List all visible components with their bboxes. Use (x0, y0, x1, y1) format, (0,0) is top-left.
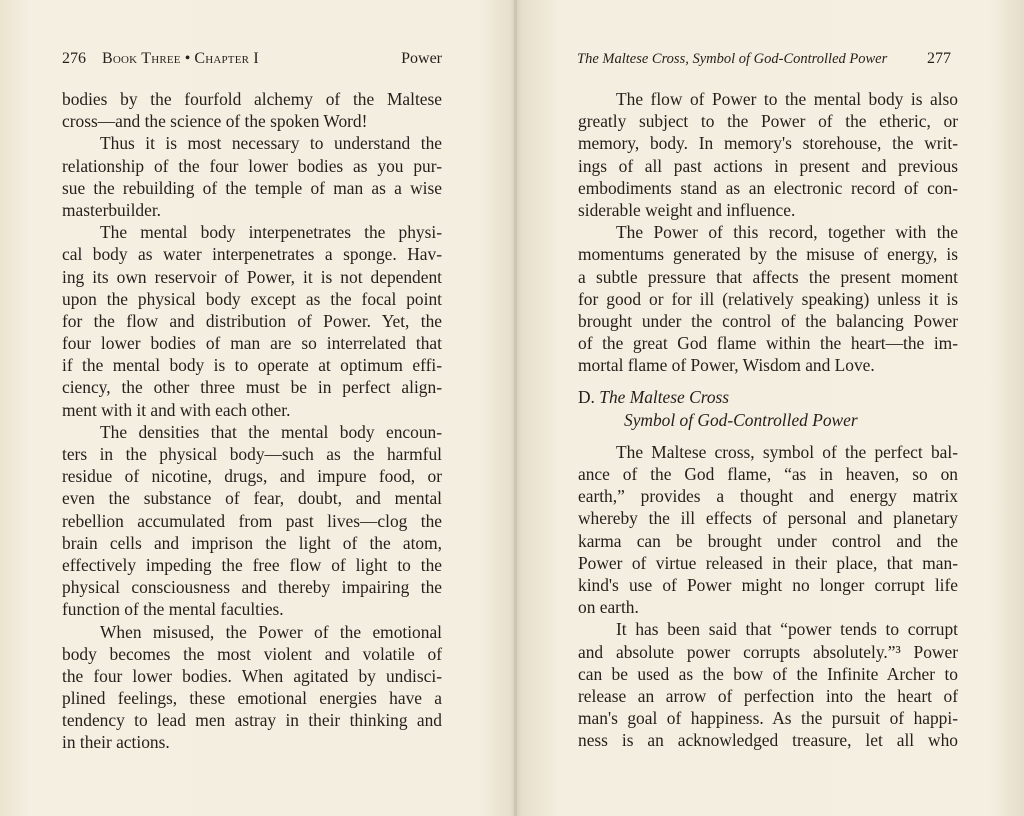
text-line: The Power of this record, together with the (616, 222, 958, 243)
text-line: a subtle pressure that affects the present moment (578, 266, 958, 287)
text-line: The flow of Power to the mental body is also (616, 89, 958, 109)
section-subtitle: Symbol of God-Controlled Power (624, 409, 858, 430)
left-header-section: Power (401, 50, 442, 67)
text-line: ment with it and with each other. (62, 399, 291, 420)
text-line: even the substance of fear, doubt, and mental (62, 488, 442, 509)
right-page (517, 0, 1024, 816)
text-line: When misused, the Power of the emotional (100, 621, 442, 642)
text-line: release an arrow of perfection into the heart of (578, 685, 958, 706)
text-line: and absolute power corrupts absolutely.”³ Power (578, 641, 958, 662)
text-line: ciency, the other three must be in perfect align- (62, 377, 442, 398)
text-line: embodiments stand as an electronic record of con- (578, 177, 958, 198)
text-line: tendency to lead men astray in their thinking and (62, 710, 442, 731)
left-page-header (62, 50, 442, 74)
text-line: mortal flame of Power, Wisdom and Love. (578, 355, 875, 376)
text-line: greatly subject to the Power of the etheric, or (578, 111, 958, 132)
text-line: Power of virtue released in their place, that man- (578, 552, 958, 573)
text-line: the four lower bodies. When agitated by undisci- (62, 665, 442, 686)
text-line: effectively impeding the free flow of light to the (62, 554, 442, 575)
text-line: residue of nicotine, drugs, and impure food, or (62, 466, 442, 487)
text-line: ing its own reservoir of Power, it is not dependent (62, 266, 442, 287)
section-title: The Maltese Cross (599, 387, 730, 408)
text-line: can be used as the bow of the Infinite Archer to (578, 663, 958, 684)
text-line: rebellion accumulated from past lives—clog the (62, 510, 442, 531)
text-line: ance of the God flame, “as in heaven, so on (578, 464, 958, 484)
text-line: kind's use of Power might no longer corrupt life (578, 574, 958, 595)
text-line: Thus it is most necessary to understand the (100, 133, 442, 154)
text-line: ness is an acknowledged treasure, let all who (578, 730, 958, 751)
text-line: brain cells and imprison the light of the atom, (62, 532, 442, 553)
section-heading-title-line (578, 386, 958, 408)
text-line: relationship of the four lower bodies as you pur- (62, 155, 442, 176)
right-page-number: 277 (927, 50, 951, 67)
spacer (578, 431, 958, 441)
text-line: karma can be brought under control and the (578, 530, 958, 551)
text-line: in their actions. (62, 732, 170, 753)
text-line: ters in the physical body—such as the harmful (62, 444, 442, 464)
text-line: upon the physical body except as the focal point (62, 288, 442, 309)
text-line: four lower bodies of man are so interrelated that (62, 333, 442, 354)
text-line: cross—and the science of the spoken Word! (62, 111, 368, 132)
text-line: of the great God flame within the heart—the im- (578, 333, 958, 354)
left-header-chapter: Chapter I (194, 50, 259, 67)
text-line: momentums generated by the misuse of energy, is (578, 244, 958, 265)
right-page-header (577, 50, 951, 74)
text-line: cal body as water interpenetrates a sponge. Hav- (62, 244, 442, 265)
text-line: whereby the ill effects of personal and planetary (578, 508, 958, 529)
text-line: masterbuilder. (62, 199, 162, 220)
text-line: bodies by the fourfold alchemy of the Maltese (62, 89, 442, 109)
text-line: plined feelings, these emotional energies have a (62, 688, 442, 709)
text-line: earth,” provides a thought and energy matrix (578, 486, 958, 507)
text-line: body becomes the most violent and volatile of (62, 643, 442, 664)
text-line: physical consciousness and thereby impairing the (62, 577, 442, 598)
left-header-separator: • (184, 50, 191, 67)
text-line: function of the mental faculties. (62, 599, 284, 620)
left-page-number: 276 (62, 50, 86, 67)
right-header-running-title: The Maltese Cross, Symbol of God-Controlled Power (577, 51, 888, 67)
text-line: The mental body interpenetrates the physi- (100, 222, 442, 243)
section-label: D. (578, 387, 595, 408)
text-line: brought under the control of the balancing Power (578, 310, 958, 331)
left-page-body (62, 88, 442, 754)
section-heading (578, 386, 958, 430)
text-line: The Maltese cross, symbol of the perfect bal- (616, 441, 958, 462)
text-line: ings of all past actions in present and previous (578, 155, 958, 176)
text-line: sue the rebuilding of the temple of man as a wise (62, 177, 442, 198)
text-line: for good or for ill (relatively speaking) unless it is (578, 288, 958, 309)
text-line: if the mental body is to operate at optimum effi- (62, 355, 442, 376)
text-line: for the flow and distribution of Power. Yet, the (62, 310, 442, 331)
left-header-group (62, 50, 259, 68)
text-line: siderable weight and influence. (578, 199, 796, 220)
text-line: man's goal of happiness. As the pursuit of happi- (578, 708, 958, 729)
left-header-book: Book Three (102, 50, 181, 67)
text-line: It has been said that “power tends to corrupt (616, 619, 958, 640)
right-page-body (578, 88, 958, 751)
text-line: on earth. (578, 597, 639, 618)
text-line: The densities that the mental body encoun- (100, 421, 442, 442)
text-line: memory, body. In memory's storehouse, the writ- (578, 133, 958, 154)
